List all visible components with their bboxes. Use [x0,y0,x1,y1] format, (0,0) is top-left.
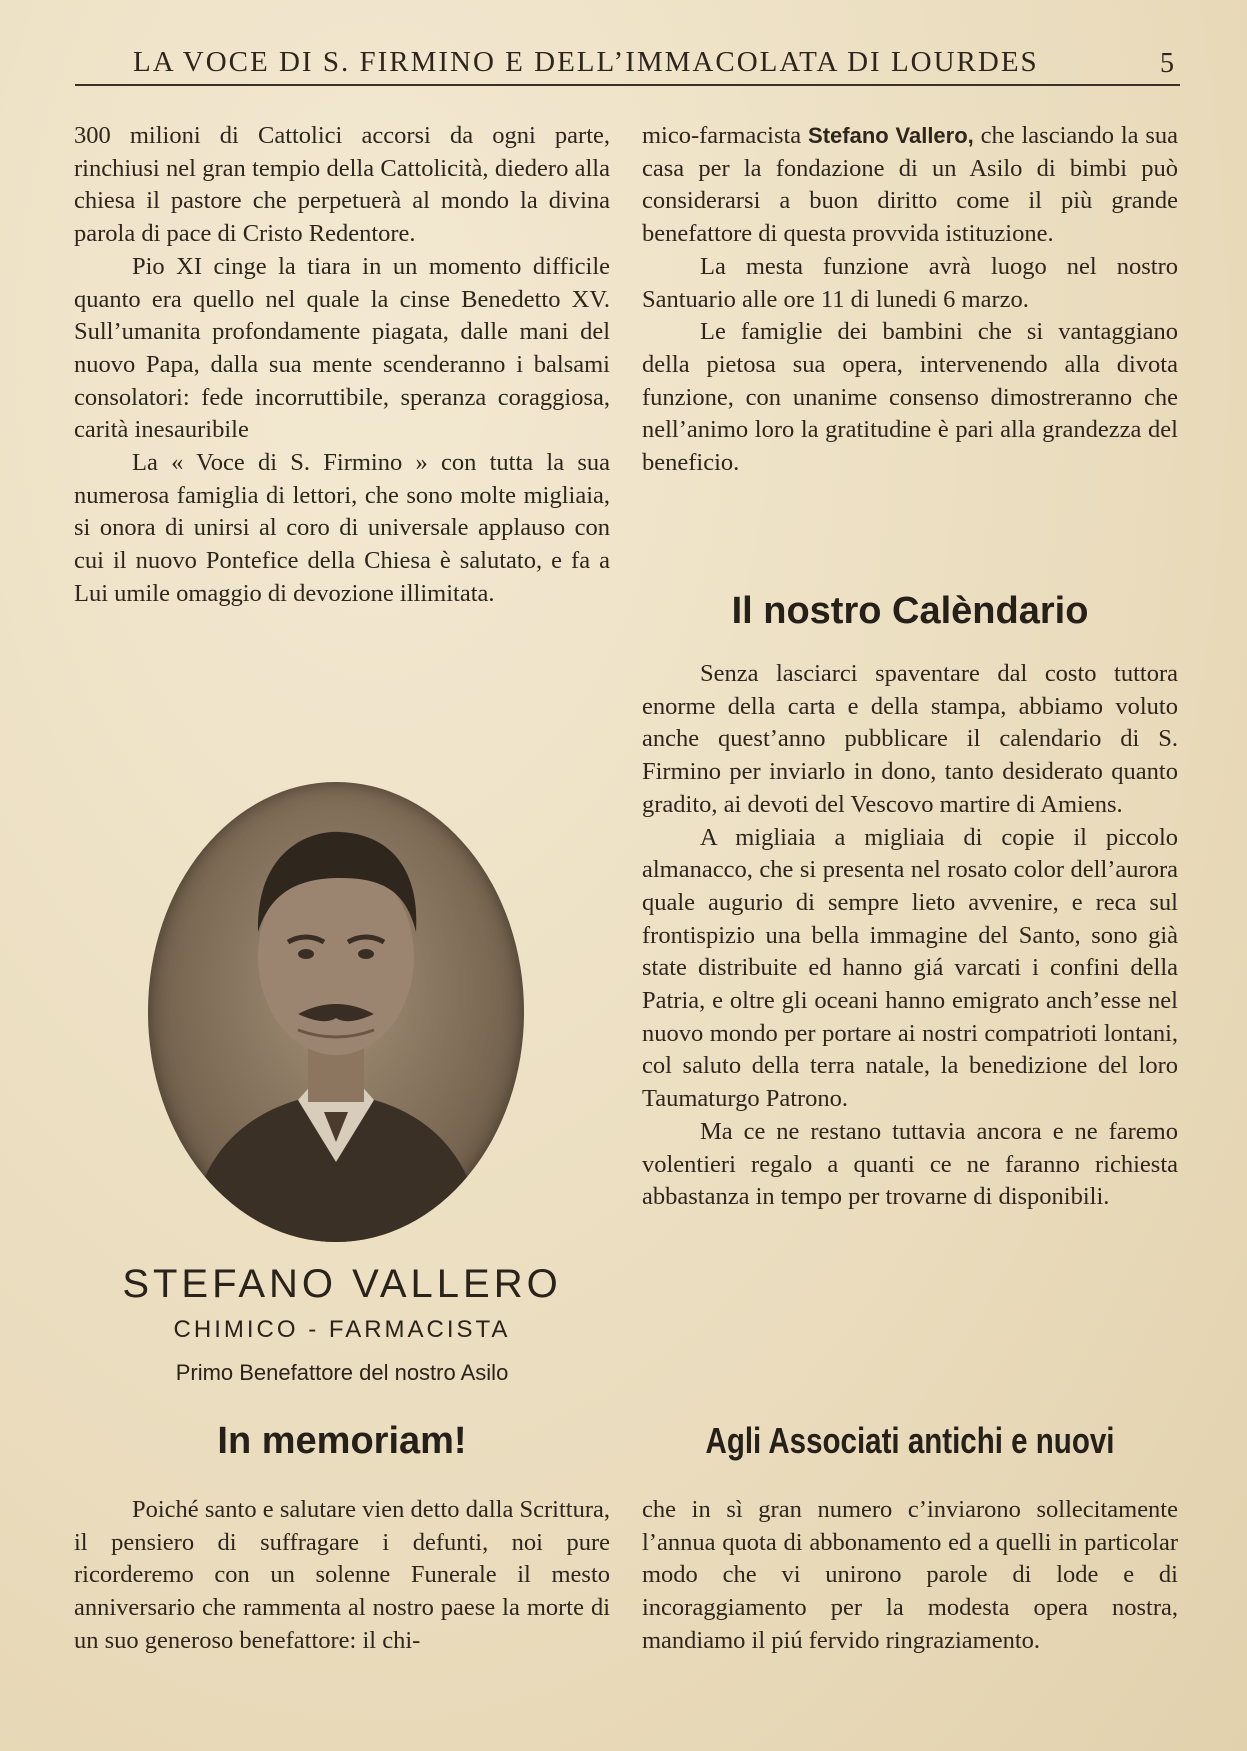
benefactor-name: Stefano Vallero, [808,123,974,148]
paragraph: Pio XI cinge la tiara in un momento difficile quanto era quello nel quale la cinse Benedetto XV. Sull’umanita profondamente piagata, dalle mani del nuovo Papa, dalla sua mente scenderanno i balsami consolatori: fede incorruttibile, speranza coraggiosa, carità inesauribile [74,252,610,444]
portrait-photo [148,782,524,1242]
portrait-role: CHIMICO - FARMACISTA [173,1316,511,1343]
heading-in-memoriam: In memoriam! [217,1420,467,1462]
paragraph: che in sì gran numero c’inviarono sollecitamente l’annua quota di abbonamento ed a quelli in particolar modo che vi unirono parole di lode e di incoraggiamento per la modesta opera nostra, mandiamo il piú fervido ringraziamento. [642,1496,1178,1654]
right-column-top [642,120,1178,480]
paragraph: 300 milioni di Cattolici accorsi da ogni parte, rinchiusi nel gran tempio della Cattolicità, diedero alla chiesa il pastore che perpetuerà al mondo la divina parola di pace di Cristo Redentore. [74,122,610,248]
text-span: mico-farmacista [642,122,802,149]
portrait-name: STEFANO VALLERO [122,1262,562,1306]
calendario-text [642,658,1178,1214]
paragraph: Le famiglie dei bambini che si vantaggiano della pietosa sua opera, intervenendo alla divota funzione, con unanime consenso dimostreranno che nell’animo loro la gratitudine è pari alla grandezza del beneficio. [642,318,1178,477]
paragraph: A migliaia a migliaia di copie il piccolo almanacco, che si presenta nel rosato color dell’aurora quale augurio di sempre lieto avvenire, e reca sul frontispizio una bella immagine del Santo, sono già state distribuite ed hanno giá varcati i confini della Patria, e oltre gli oceani hanno emigrato anch’esse nel nuovo mondo per portare ai nostri compatrioti lontani, col saluto della terra natale, la benedizione del loro Taumaturgo Patrono. [642,823,1178,1113]
paragraph: La mesta funzione avrà luogo nel nostro Santuario alle ore 11 di lunedi 6 marzo. [642,252,1178,313]
paragraph [642,120,1178,251]
heading-calendario: Il nostro Calèndario [731,590,1089,632]
paragraph: Senza lasciarci spaventare dal costo tuttora enorme della carta e della stampa, abbiamo voluto anche quest’anno pubblicare il calendario di S. Firmino per inviarlo in dono, tanto desiderato quanto gradito, ai devoti del Vescovo martire di Amiens. [642,660,1178,818]
paragraph: La « Voce di S. Firmino » con tutta la sua numerosa famiglia di lettori, che sono molte migliaia, si onora di unirsi al coro di universale applauso con cui il nuovo Pontefice della Chiesa è salutato, e fa a Lui umile omaggio di devozione illimitata. [74,449,610,607]
newspaper-title: LA VOCE DI S. FIRMINO E DELL’IMMACOLATA DI LOURDES [133,46,1039,78]
heading-associati: Agli Associati antichi e nuovi [705,1420,1115,1461]
page-header [75,38,1180,86]
portrait-figure [148,782,524,1242]
associati-text [642,1494,1178,1658]
memoriam-text [74,1494,610,1658]
left-column-top [74,120,610,611]
paragraph: Ma ce ne restano tuttavia ancora e ne faremo volentieri regalo a quanti ce ne faranno richiesta abbastanza in tempo per trovarne di disponibili. [642,1117,1178,1211]
text-span: che lasciando la sua casa per la fondazione di un Asilo di bimbi può considerarsi a buon diritto come il più grande benefattore di questa provvida istituzione. [642,122,1179,248]
page-number: 5 [1160,48,1174,79]
paragraph: Poiché santo e salutare vien detto dalla Scrittura, il pensiero di suffragare i defunti, noi pure ricorderemo con un solenne Funerale il mesto anniversario che rammenta al nostro paese la morte di un suo generoso benefattore: il chi- [74,1496,610,1654]
portrait-description: Primo Benefattore del nostro Asilo [175,1360,509,1385]
